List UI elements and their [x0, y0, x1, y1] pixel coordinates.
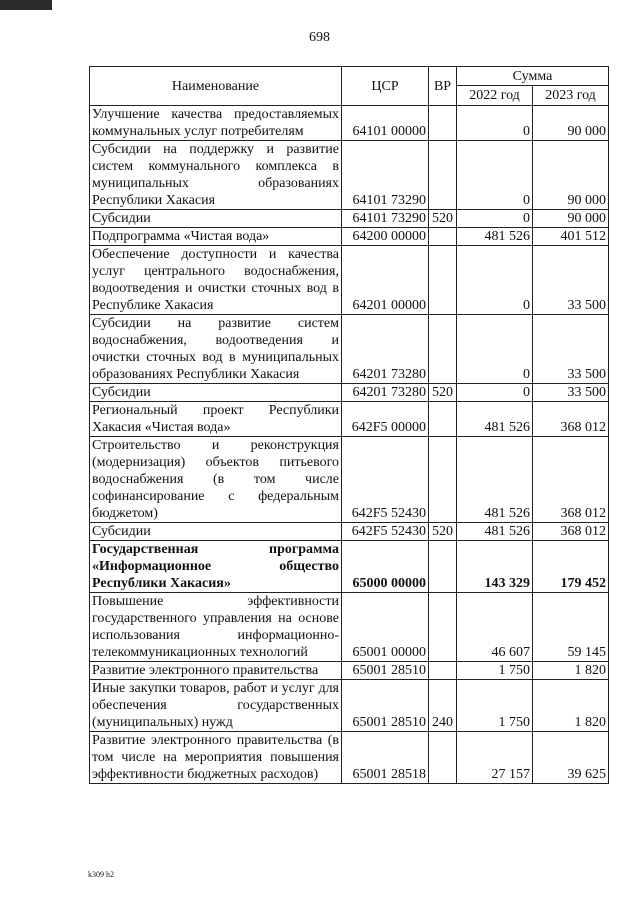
header-name: Наименование	[90, 67, 342, 106]
cell-csr: 65001 28510	[342, 662, 429, 680]
cell-name: Субсидии на поддержку и развитие систем коммунального комплекса в муниципальных образованиях Республики Хакасия	[90, 141, 342, 210]
header-year-2022: 2022 год	[457, 86, 533, 106]
cell-vr	[429, 246, 457, 315]
cell-vr	[429, 593, 457, 662]
cell-vr	[429, 732, 457, 784]
cell-vr	[429, 106, 457, 141]
header-sum: Сумма	[457, 67, 609, 86]
cell-name: Региональный проект Республики Хакасия «Чистая вода»	[90, 402, 342, 437]
cell-2023: 368 012	[533, 437, 609, 523]
cell-2023: 368 012	[533, 402, 609, 437]
cell-2022: 0	[457, 315, 533, 384]
cell-name: Обеспечение доступности и качества услуг центрального водоснабжения, водоотведения и очистки сточных вод в Республике Хакасия	[90, 246, 342, 315]
cell-csr: 64101 73290	[342, 210, 429, 228]
cell-name: Строительство и реконструкция (модернизация) объектов питьевого водоснабжения (в том числе софинансирование с федеральным бюджетом)	[90, 437, 342, 523]
table-row	[90, 662, 609, 680]
cell-2023: 33 500	[533, 246, 609, 315]
footer-code: k309 h2	[88, 870, 114, 879]
table-row	[90, 141, 609, 210]
cell-2022: 46 607	[457, 593, 533, 662]
table-row	[90, 732, 609, 784]
cell-csr: 64201 73280	[342, 315, 429, 384]
header-csr: ЦСР	[342, 67, 429, 106]
cell-vr	[429, 402, 457, 437]
scan-corner-mark	[0, 0, 52, 10]
table-row	[90, 593, 609, 662]
cell-2023: 401 512	[533, 228, 609, 246]
header-year-2023: 2023 год	[533, 86, 609, 106]
cell-2022: 0	[457, 246, 533, 315]
cell-2022: 0	[457, 106, 533, 141]
table-row	[90, 437, 609, 523]
cell-csr: 65000 00000	[342, 541, 429, 593]
cell-2022: 1 750	[457, 680, 533, 732]
cell-name: Субсидии	[90, 384, 342, 402]
cell-vr: 520	[429, 523, 457, 541]
cell-vr	[429, 662, 457, 680]
cell-2022: 0	[457, 384, 533, 402]
cell-2023: 59 145	[533, 593, 609, 662]
cell-csr: 64200 00000	[342, 228, 429, 246]
table-row	[90, 210, 609, 228]
cell-vr: 520	[429, 384, 457, 402]
cell-2023: 90 000	[533, 106, 609, 141]
page-number: 698	[309, 30, 330, 45]
budget-rows	[90, 106, 609, 784]
table-row	[90, 680, 609, 732]
table-row	[90, 541, 609, 593]
table-row	[90, 315, 609, 384]
cell-2022: 1 750	[457, 662, 533, 680]
cell-name: Развитие электронного правительства (в том числе на мероприятия повышения эффективности бюджетных расходов)	[90, 732, 342, 784]
cell-csr: 642F5 52430	[342, 523, 429, 541]
cell-2023: 368 012	[533, 523, 609, 541]
budget-table	[89, 66, 609, 784]
cell-2023: 33 500	[533, 384, 609, 402]
cell-2022: 481 526	[457, 228, 533, 246]
cell-name: Улучшение качества предоставляемых коммунальных услуг потребителям	[90, 106, 342, 141]
cell-2022: 0	[457, 141, 533, 210]
cell-name: Подпрограмма «Чистая вода»	[90, 228, 342, 246]
cell-vr: 520	[429, 210, 457, 228]
cell-2023: 90 000	[533, 210, 609, 228]
cell-csr: 64101 00000	[342, 106, 429, 141]
cell-csr: 64101 73290	[342, 141, 429, 210]
cell-2022: 27 157	[457, 732, 533, 784]
cell-2022: 481 526	[457, 523, 533, 541]
cell-csr: 64201 00000	[342, 246, 429, 315]
cell-csr: 65001 00000	[342, 593, 429, 662]
cell-name: Субсидии	[90, 523, 342, 541]
table-row	[90, 246, 609, 315]
cell-2022: 481 526	[457, 402, 533, 437]
cell-vr: 240	[429, 680, 457, 732]
cell-2023: 90 000	[533, 141, 609, 210]
table-row	[90, 384, 609, 402]
cell-2022: 143 329	[457, 541, 533, 593]
cell-csr: 642F5 52430	[342, 437, 429, 523]
cell-vr	[429, 315, 457, 384]
cell-csr: 642F5 00000	[342, 402, 429, 437]
cell-2023: 179 452	[533, 541, 609, 593]
cell-name: Повышение эффективности государственного управления на основе использования информационно-телекоммуникационных технологий	[90, 593, 342, 662]
table-row	[90, 402, 609, 437]
table-row	[90, 523, 609, 541]
cell-name: Субсидии	[90, 210, 342, 228]
table-row	[90, 106, 609, 141]
cell-2023: 1 820	[533, 662, 609, 680]
cell-name: Субсидии на развитие систем водоснабжения, водоотведения и очистки сточных вод в муниципальных образованиях Республики Хакасия	[90, 315, 342, 384]
cell-name: Государственная программа «Информационное общество Республики Хакасия»	[90, 541, 342, 593]
cell-2022: 481 526	[457, 437, 533, 523]
cell-vr	[429, 228, 457, 246]
cell-csr: 65001 28510	[342, 680, 429, 732]
table-row	[90, 228, 609, 246]
cell-vr	[429, 141, 457, 210]
cell-vr	[429, 541, 457, 593]
header-vr: ВР	[429, 67, 457, 106]
cell-name: Развитие электронного правительства	[90, 662, 342, 680]
cell-csr: 64201 73280	[342, 384, 429, 402]
cell-2022: 0	[457, 210, 533, 228]
cell-2023: 39 625	[533, 732, 609, 784]
cell-vr	[429, 437, 457, 523]
cell-2023: 33 500	[533, 315, 609, 384]
cell-csr: 65001 28518	[342, 732, 429, 784]
cell-name: Иные закупки товаров, работ и услуг для обеспечения государственных (муниципальных) нужд	[90, 680, 342, 732]
cell-2023: 1 820	[533, 680, 609, 732]
